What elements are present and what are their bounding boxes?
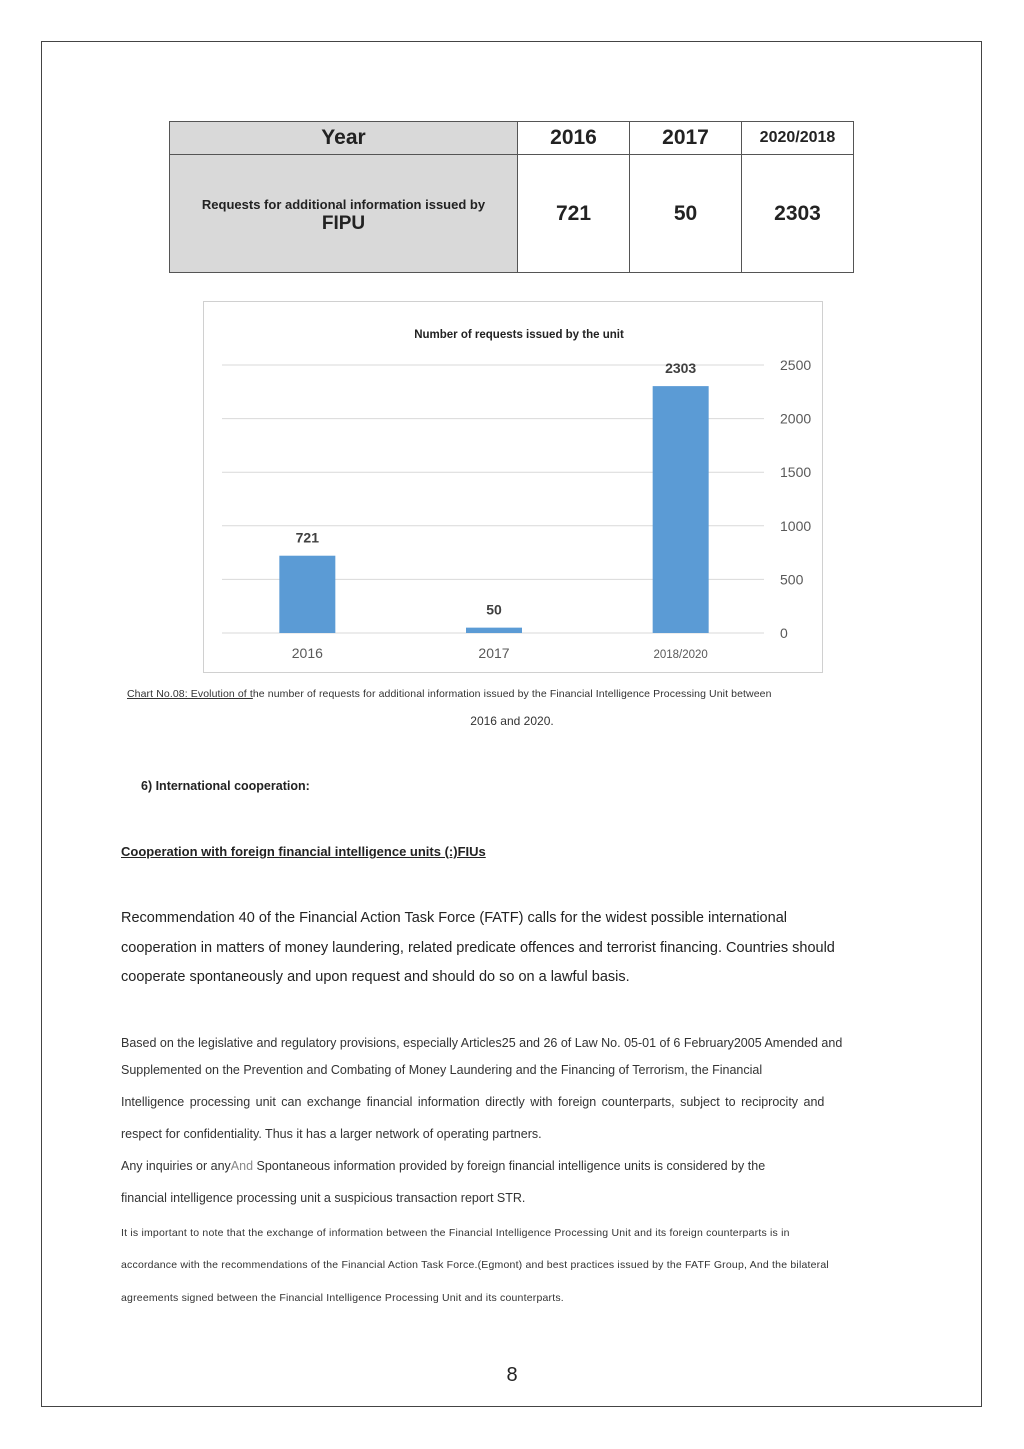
- caption-rest: he number of requests for additional information issued by the Financial Intelligence Processing Unit between: [252, 688, 772, 700]
- chart-bars: [279, 386, 708, 633]
- paragraph-line: financial intelligence processing unit a suspicious transaction report STR.: [121, 1191, 526, 1205]
- header-year-2020-2018: 2020/2018: [742, 122, 854, 155]
- paragraph-line: cooperate spontaneously and upon request and should do so on a lawful basis.: [121, 969, 630, 985]
- text-span: Any inquiries or any: [121, 1159, 231, 1173]
- y-tick-label: 2000: [780, 410, 812, 427]
- table-header-row: [170, 122, 854, 155]
- header-year-label: Year: [170, 122, 518, 155]
- paragraph-fatf: [121, 904, 911, 993]
- value-2017: 50: [630, 155, 742, 273]
- bar-chart: [203, 301, 823, 673]
- section-title: 6) International cooperation:: [141, 779, 310, 793]
- row-label-line1: Requests for additional information issued by: [201, 196, 486, 212]
- text-span: Spontaneous information provided by foreign financial intelligence units is considered by the: [253, 1159, 766, 1173]
- y-tick-label: 0: [780, 625, 788, 641]
- row-label-line2: FIPU: [321, 212, 366, 234]
- x-tick-label: 2017: [478, 645, 510, 661]
- row-label: [170, 155, 518, 273]
- data-label: 2303: [665, 360, 697, 377]
- chart-title: Number of requests issued by the unit: [414, 329, 624, 341]
- chart-bar-2017: [466, 628, 522, 633]
- y-tick-label: 1000: [780, 517, 812, 534]
- paragraph-line: accordance with the recommendations of the Financial Action Task Force.(Egmont) and best practices issued by the FATF Group, And the bilateral: [121, 1259, 829, 1271]
- chart-svg: [204, 302, 824, 674]
- table-row: [170, 155, 854, 273]
- header-year-2017: 2017: [630, 122, 742, 155]
- requests-table: [169, 121, 854, 273]
- paragraph-line: cooperation in matters of money laundering, related predicate offences and terrorist financing. Countries should: [121, 939, 835, 956]
- paragraph-line: Intelligence processing unit can exchange financial information directly with foreign counterparts, subject to reciprocity and: [121, 1095, 825, 1109]
- text-span-gray: And: [230, 1159, 254, 1173]
- y-tick-label: 2500: [780, 357, 812, 373]
- subsection-title: Cooperation with foreign financial intelligence units (:)FIUs: [121, 844, 486, 859]
- data-label: 721: [295, 529, 320, 546]
- caption-underlined: Chart No.08: Evolution of t: [127, 688, 253, 700]
- chart-caption: [127, 688, 847, 700]
- page-number: 8: [506, 1364, 518, 1386]
- chart-bar-2018/2020: [653, 386, 709, 633]
- paragraph-line: Based on the legislative and regulatory provisions, especially Articles25 and 26 of Law No. 05-01 of 6 February2005 Amended and: [121, 1036, 843, 1050]
- data-label: 50: [486, 601, 502, 618]
- paragraph-line: respect for confidentiality. Thus it has a larger network of operating partners.: [121, 1127, 542, 1141]
- y-tick-label: 500: [780, 571, 804, 588]
- caption-line2: 2016 and 2020.: [470, 714, 554, 728]
- header-year-2016: 2016: [518, 122, 630, 155]
- paragraph-line: Recommendation 40 of the Financial Action Task Force (FATF) calls for the widest possible international: [121, 910, 787, 926]
- paragraph-line: [121, 1159, 765, 1173]
- chart-labels: [292, 357, 812, 661]
- value-2016: 721: [518, 155, 630, 273]
- paragraph-line: Supplemented on the Prevention and Combating of Money Laundering and the Financing of Terrorism, the Financial: [121, 1063, 763, 1077]
- x-tick-label: 2016: [291, 645, 323, 661]
- chart-bar-2016: [279, 556, 335, 633]
- x-tick-label: 2018/2020: [653, 649, 708, 661]
- value-2018-2020: 2303: [742, 155, 854, 273]
- y-tick-label: 1500: [780, 464, 812, 481]
- paragraph-line: It is important to note that the exchange of information between the Financial Intelligence Processing Unit and its foreign counterparts is in: [121, 1227, 790, 1239]
- paragraph-line: agreements signed between the Financial Intelligence Processing Unit and its counterparts.: [121, 1292, 564, 1304]
